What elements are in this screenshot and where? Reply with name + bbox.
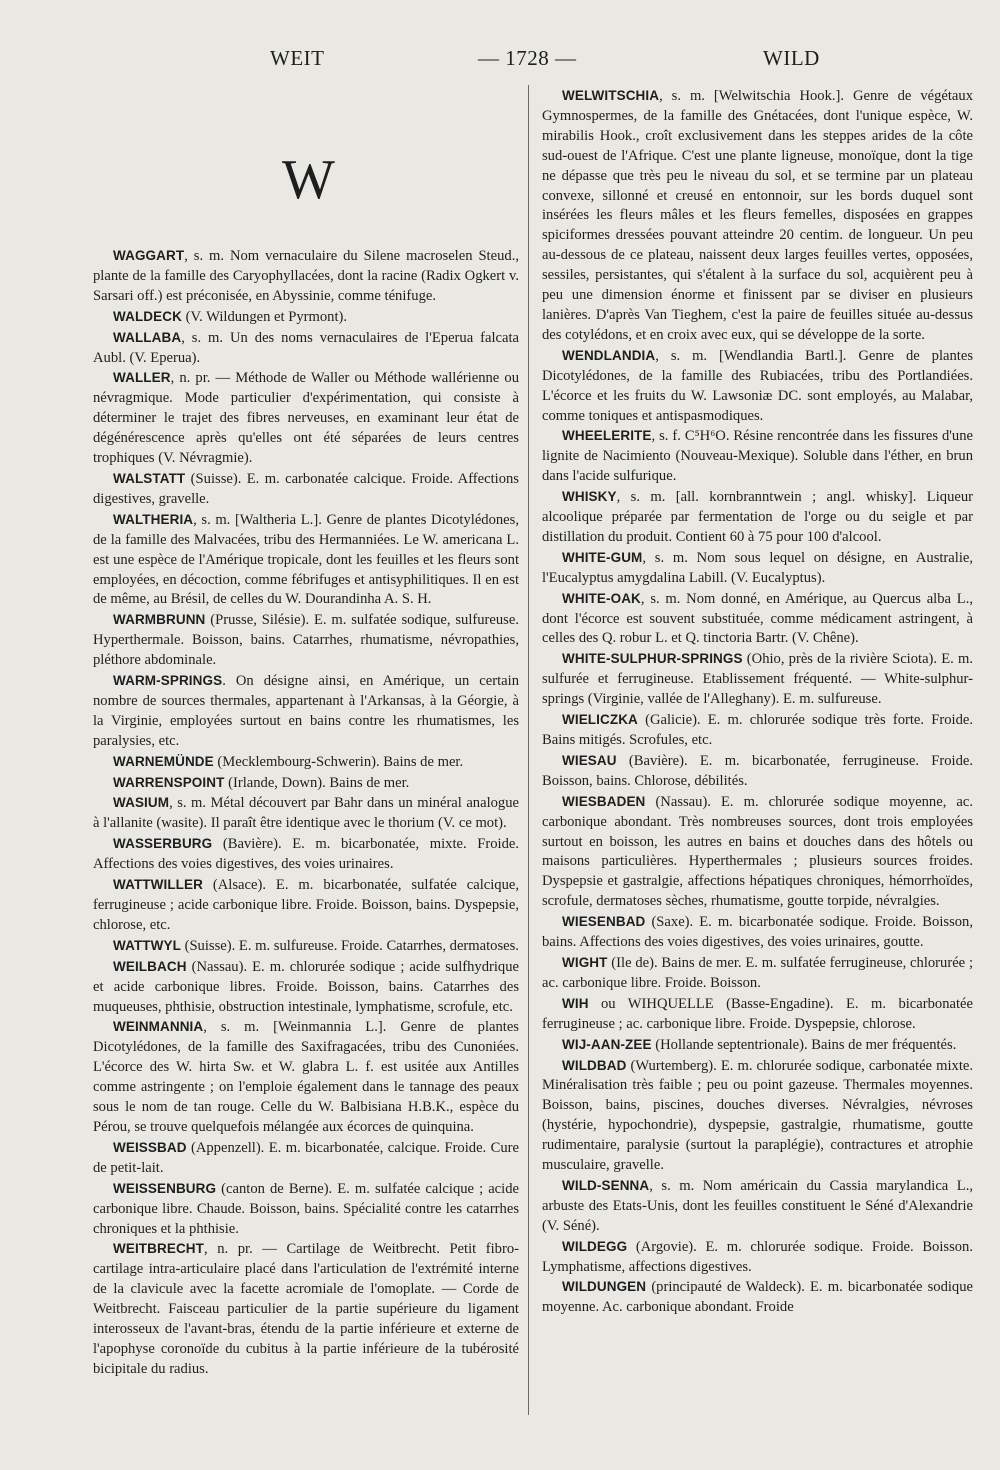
dictionary-entry	[542, 1035, 973, 1056]
entry-headword: WILDEGG	[562, 1238, 628, 1254]
entry-definition: (Galicie). E. m. chlorurée sodique très forte. Froide. Bains mitigés. Scrofules, etc.	[542, 712, 973, 748]
dictionary-entry	[93, 368, 519, 469]
dictionary-entry	[542, 589, 973, 650]
dictionary-entry	[93, 957, 519, 1018]
dictionary-entry	[542, 426, 973, 487]
entry-definition: , s. m. Métal découvert par Bahr dans un minéral analogue à l'allanite (wasite). Il paraît être identique avec le thorium (V. ce mot).	[93, 795, 519, 832]
entry-headword: WELWITSCHIA	[562, 88, 660, 103]
dictionary-entry	[542, 912, 973, 953]
entry-headword: WILDUNGEN	[562, 1279, 647, 1295]
entry-headword: WHISKY	[562, 489, 617, 505]
entry-headword: WASSERBURG	[113, 836, 213, 852]
entry-definition: , s. m. [Weinmannia L.]. Genre de plantes Dicotylédones, de la famille des Saxifragacées, tribu des Cunoniées. L'écorce des W. hirta Sw. et W. glabra L. f. est usitée aux Antilles comme astringente ; on l'emploie également dans le tannage des peaux sous le nom de tan rouge. Celle du W. Balbisiana H.B.K., espèce du Pérou, se trouve quelquefois mélangée aux écorces de quinquina.	[93, 1019, 519, 1135]
dictionary-entry	[542, 487, 973, 548]
entry-definition: (Bavière). E. m. bicarbonatée, ferrugineuse. Froide. Boisson, bains. Chlorose, débilités.	[542, 752, 973, 789]
entry-definition: (principauté de Waldeck). E. m. bicarbonatée sodique moyenne. Ac. carbonique abondant. Froide	[542, 1279, 973, 1316]
dictionary-entry	[93, 246, 519, 307]
entry-definition: (Ohio, près de la rivière Sciota). E. m. sulfurée et ferrugineuse. Etablissement fréquenté. — White-sulphur-springs (Virginie, vallée de l'Alleghany). E. m. sulfureuse.	[542, 651, 973, 708]
entry-headword: WIH	[562, 995, 589, 1011]
entry-definition: , n. pr. — Méthode de Waller ou Méthode wallérienne ou névragmique. Mode particulier d'expérimentation, qui consiste à déterminer le trajet des fibres nerveuses, en examinant leur état de dégénérescence après qu'elles ont été séparées de leurs centres trophiques (V. Névragmie).	[93, 370, 519, 467]
entry-headword: WAGGART	[113, 248, 185, 263]
dictionary-entry	[542, 1277, 973, 1318]
entry-headword: WEILBACH	[113, 958, 187, 974]
entry-definition: , n. pr. — Cartilage de Weitbrecht. Petit fibro-cartilage intra-articulaire placé dans l'articulation de l'extrémité interne de la clavicule avec la facette acromiale de l'omoplate. — Corde de Weitbrecht. Faisceau particulier de la partie supérieure du ligament interosseux de l'avant-bras, étendu de la partie inférieure et externe de l'apophyse coronoïde du cubitus à la partie inférieure de la tubérosité bicipitale du radius.	[93, 1241, 519, 1377]
entry-headword: WARRENSPOINT	[113, 774, 225, 790]
dictionary-entry	[542, 86, 973, 346]
dictionary-entry	[93, 307, 519, 328]
entry-headword: WIESAU	[562, 752, 617, 768]
entry-definition: , s. m. [Waltheria L.]. Genre de plantes Dicotylédones, de la famille des Malvacées, tribu des Hermanniées. Le W. americana L. est une espèce de l'Amérique tropicale, dont les feuilles et les fleurs sont employées, en décoction, comme fébrifuges et antisyphilitiques. Il en est de même, au Brésil, de celles du W. Dourandinha A. S. H.	[93, 511, 519, 608]
dictionary-entry	[542, 1176, 973, 1237]
dictionary-entry	[93, 752, 519, 773]
entry-headword: WHEELERITE	[562, 428, 652, 444]
entry-definition: (Nassau). E. m. chlorurée sodique moyenne, ac. carbonique abondant. Très nombreuses sources, dont trois employées surtout en boisson, les autres en bains et douches dans des hôtels ou maisons particulières. Hyperthermales ; plusieurs sources froides. Dyspepsie et gastralgie, affections hépatiques chroniques, hémorrhoïdes, scrofule, dermatoses sèches, rhumatisme, goutte torpide, névralgies.	[542, 793, 973, 910]
entry-definition: (canton de Berne). E. m. sulfatée calcique ; acide carbonique libre. Chaude. Boisson, bains. Spécialité contre les catarrhes chroniques et la phthisie.	[93, 1180, 519, 1237]
entry-definition: (Appenzell). E. m. bicarbonatée, calcique. Froide. Cure de petit-lait.	[93, 1139, 519, 1176]
right-column	[542, 86, 973, 1318]
entry-definition: (Wurtemberg). E. m. chlorurée sodique, carbonatée mixte. Minéralisation très faible ; peu ou point gazeuse. Thermales moyennes. Boisson, bains, piscines, douches diverses. Névralgies, névroses (hystérie, hypochondrie), dyspepsie, gastralgie, rhumatisme, goutte rudimentaire, paralysie (surtout la paraplégie), contractures et atrophie musculaire, gravelle.	[542, 1057, 973, 1174]
entry-definition: (Mecklembourg-Schwerin). Bains de mer.	[213, 753, 464, 770]
entry-headword: WALDECK	[113, 308, 182, 324]
dictionary-entry	[542, 1056, 973, 1176]
entry-definition: (Suisse). E. m. sulfureuse. Froide. Catarrhes, dermatoses.	[180, 937, 519, 954]
dictionary-entry	[93, 936, 519, 957]
entry-headword: WARNEMÜNDE	[113, 753, 214, 769]
dictionary-entry	[542, 953, 973, 994]
entry-headword: WEITBRECHT	[113, 1241, 204, 1257]
dictionary-entry	[93, 793, 519, 834]
entry-definition: (Prusse, Silésie). E. m. sulfatée sodique, sulfureuse. Hyperthermale. Boisson, bains. Catarrhes, rhumatisme, névropathies, pléthore abdominale.	[93, 612, 519, 669]
entry-definition: . On désigne ainsi, en Amérique, un certain nombre de sources thermales, appartenant à l'Arkansas, à la Géorgie, à la Virginie, employées surtout en bains contre les rhumatismes, les paralysies, etc.	[93, 673, 519, 749]
entry-headword: WATTWILLER	[113, 877, 203, 893]
dictionary-entry	[542, 346, 973, 427]
entry-headword: WHITE-SULPHUR-SPRINGS	[562, 651, 743, 667]
entry-definition: ou WIHQUELLE (Basse-Engadine). E. m. bicarbonatée ferrugineuse ; ac. carbonique libre. Froide. Dyspepsie, chlorose.	[542, 995, 973, 1032]
entry-headword: WIELICZKA	[562, 712, 638, 728]
entry-headword: WIGHT	[562, 954, 608, 970]
entry-definition: , s. m. Nom donné, en Amérique, au Quercus alba L., dont l'écorce est souvent substituée, comme médicament astringent, à celles des Q. robur L. et Q. tinctoria Bartr. (V. Chêne).	[542, 590, 973, 647]
entry-definition: , s. m. Nom vernaculaire du Silene macroselen Steud., plante de la famille des Caryophyllacées, dont la racine (Radix Ogkert v. Sarsari off.) est préconisée, en Abyssinie, comme ténifuge.	[93, 248, 519, 304]
entry-headword: WASIUM	[113, 795, 170, 811]
entry-definition: , s. m. Nom sous lequel on désigne, en Australie, l'Eucalyptus amygdalina Labill. (V. Eucalyptus).	[542, 549, 973, 586]
dictionary-entry	[93, 875, 519, 936]
dictionary-entry	[542, 710, 973, 751]
dictionary-entry	[93, 834, 519, 875]
entry-headword: WALSTATT	[113, 470, 186, 486]
entry-headword: WIESENBAD	[562, 914, 646, 930]
entry-definition: , s. f. C⁵H⁶O. Résine rencontrée dans les fissures d'une lignite de Nacimiento (Nouveau-Mexique). Soluble dans l'éther, en brun dans l'acide sulfurique.	[542, 428, 973, 485]
entry-definition: , s. m. Nom américain du Cassia marylandica L., arbuste des Etats-Unis, dont les feuilles constituent le Séné d'Alexandrie (V. Séné).	[542, 1177, 973, 1234]
dictionary-entry	[542, 994, 973, 1035]
entry-definition: (Bavière). E. m. bicarbonatée, mixte. Froide. Affections des voies digestives, des voies urinaires.	[93, 836, 519, 873]
dictionary-entry	[93, 671, 519, 752]
entry-definition: (Hollande septentrionale). Bains de mer fréquentés.	[651, 1036, 957, 1053]
dictionary-entry	[542, 649, 973, 710]
entry-headword: WALLABA	[113, 329, 182, 345]
entry-definition: (Nassau). E. m. chlorurée sodique ; acide sulfhydrique et acide carbonique libres. Froide. Boisson, bains. Catarrhes des muqueuses, phthisie, obstruction intestinale, lymphatisme, scrofule, etc.	[93, 958, 519, 1015]
entry-definition: (Ile de). Bains de mer. E. m. sulfatée ferrugineuse, chlorurée ; ac. carbonique libre. Froide. Boisson.	[542, 954, 973, 991]
dictionary-entry	[542, 751, 973, 792]
entry-headword: WHITE-GUM	[562, 549, 643, 565]
entry-headword: WEISSENBURG	[113, 1180, 217, 1196]
entry-headword: WATTWYL	[113, 937, 181, 953]
left-column	[93, 246, 519, 1380]
entry-definition: , s. m. Un des noms vernaculaires de l'Eperua falcata Aubl. (V. Eperua).	[93, 329, 519, 366]
dictionary-entry	[93, 1179, 519, 1240]
dictionary-entry	[93, 610, 519, 671]
entry-headword: WIJ-AAN-ZEE	[562, 1036, 652, 1052]
column-divider	[528, 85, 529, 1415]
entry-definition: (V. Wildungen et Pyrmont).	[181, 308, 348, 325]
page-number: — 1728 —	[478, 46, 577, 70]
running-head-right: WILD	[763, 46, 820, 70]
dictionary-entry	[542, 792, 973, 912]
dictionary-entry	[93, 1239, 519, 1379]
entry-definition: (Alsace). E. m. bicarbonatée, sulfatée calcique, ferrugineuse ; acide carbonique libre. Froide. Boisson, bains. Dyspepsie, chlorose, etc.	[93, 877, 519, 933]
dictionary-entry	[93, 1017, 519, 1137]
dictionary-entry	[93, 1138, 519, 1179]
dictionary-entry	[93, 328, 519, 369]
entry-headword: WILD-SENNA	[562, 1177, 650, 1193]
entry-definition: , s. m. [Wendlandia Bartl.]. Genre de plantes Dicotylédones, de la famille des Rubiacées, tribu des Portlandiées. L'écorce et les fruits du W. Lawsoniæ DC. sont employés, au Malabar, comme toniques et antispasmodiques.	[542, 347, 973, 424]
entry-headword: WILDBAD	[562, 1057, 627, 1073]
entry-headword: WENDLANDIA	[562, 347, 656, 363]
entry-definition: (Argovie). E. m. chlorurée sodique. Froide. Boisson. Lymphatisme, affections digestives.	[542, 1238, 973, 1275]
entry-headword: WARMBRUNN	[113, 612, 206, 628]
entry-headword: WHITE-OAK	[562, 590, 641, 606]
entry-definition: , s. m. [all. kornbranntwein ; angl. whisky]. Liqueur alcoolique préparée par fermentation de l'orge ou du seigle et par distillation du produit. Contient 60 à 75 pour 100 d'alcool.	[542, 489, 973, 545]
dictionary-entry	[542, 1237, 973, 1278]
dictionary-entry	[93, 510, 519, 611]
entry-headword: WEINMANNIA	[113, 1019, 204, 1035]
entry-headword: WALLER	[113, 370, 171, 386]
dictionary-entry	[93, 469, 519, 510]
running-head-left: WEIT	[270, 46, 325, 70]
entry-definition: (Saxe). E. m. bicarbonatée sodique. Froide. Boisson, bains. Affections des voies digestives, des voies urinaires, goutte.	[542, 914, 973, 951]
entry-headword: WEISSBAD	[113, 1139, 187, 1155]
entry-headword: WALTHERIA	[113, 511, 194, 527]
entry-headword: WARM-SPRINGS	[113, 673, 223, 689]
section-letter: W	[282, 149, 335, 211]
entry-definition: (Irlande, Down). Bains de mer.	[224, 774, 410, 791]
dictionary-entry	[93, 773, 519, 794]
entry-headword: WIESBADEN	[562, 793, 646, 809]
entry-definition: , s. m. [Welwitschia Hook.]. Genre de végétaux Gymnospermes, de la famille des Gnétacées, dont l'unique espèce, W. mirabilis Hook., croît exclusivement dans les steppes arides de la côte sud-ouest de l'Afrique. C'est une plante ligneuse, monoïque, dont la tige ne dépasse que très peu le niveau du sol, et se termine par un plateau convexe, sillonné et creusé en entonnoir, sur les bords duquel sont insérées les fleurs mâles et les fleurs femelles, disposées en grappes spiciformes dressées pouvant atteindre 20 centim. de longueur. Un peu au-dessous de ce plateau, naissent deux larges feuilles vertes, opposées, sessiles, persistantes, qui s'étalent à la surface du sol, acquièrent peu à peu une dimension énorme et finissent par se diviser en plusieurs lanières. D'après Van Tieghem, c'est la paire de feuilles située au-dessus des cotylédons, et en croix avec eux, qui se développe de la sorte.	[542, 88, 973, 343]
entry-definition: (Suisse). E. m. carbonatée calcique. Froide. Affections digestives, gravelle.	[93, 470, 519, 507]
dictionary-entry	[542, 548, 973, 589]
